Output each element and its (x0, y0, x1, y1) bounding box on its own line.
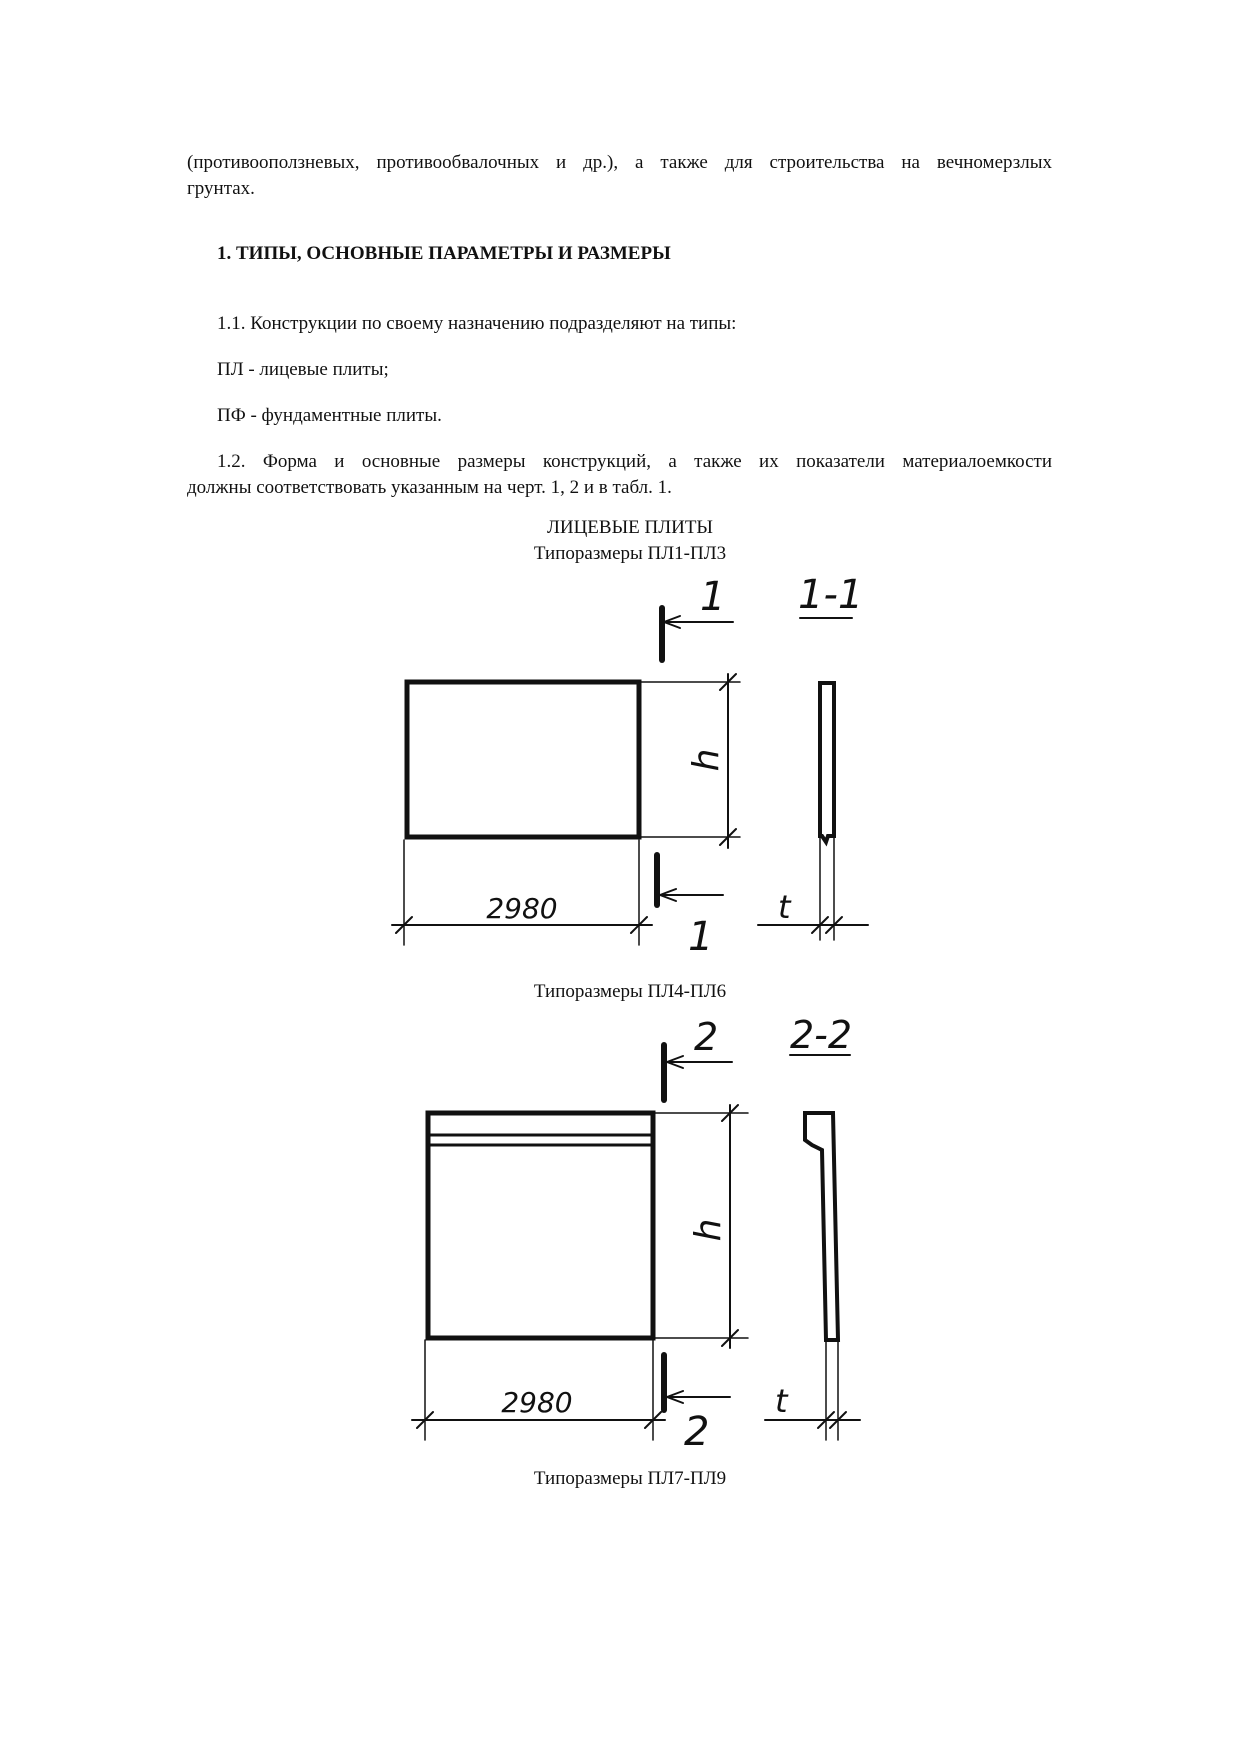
section-mark-top-label: 1 (700, 574, 726, 620)
section-label-1-1: 1-1 (798, 572, 864, 618)
intro-line-1: (противооползневых, противообвалочных и др.), а также для строительства на вечномерзлых (187, 152, 1052, 173)
caption-pl7-pl9: Типоразмеры ПЛ7-ПЛ9 (533, 1468, 727, 1489)
width-dim-label-2: 2980 (501, 1386, 573, 1419)
section-mark-bottom-label: 1 (688, 914, 714, 960)
intro-line-2: грунтах. (187, 178, 255, 199)
paragraph-1-2-line-2: должны соответствовать указанным на черт. 1, 2 и в табл. 1. (187, 477, 672, 498)
caption-pl4-pl6: Типоразмеры ПЛ4-ПЛ6 (533, 981, 727, 1002)
figure-title: ЛИЦЕВЫЕ ПЛИТЫ (546, 517, 714, 538)
section-label-2-2: 2-2 (790, 1013, 853, 1057)
type-pf-item: ПФ - фундаментные плиты. (217, 405, 442, 426)
section-profile-2-2 (805, 1113, 838, 1340)
height-dim-label-2: h (688, 1218, 729, 1242)
paragraph-1-2-line-1: 1.2. Форма и основные размеры конструкций, а также их показатели материалоемкости (217, 451, 1052, 472)
section-profile-1-1 (820, 683, 834, 842)
height-dim-label: h (686, 748, 727, 772)
section-heading: 1. ТИПЫ, ОСНОВНЫЕ ПАРАМЕТРЫ И РАЗМЕРЫ (217, 243, 671, 264)
section-mark-top-label-2: 2 (694, 1015, 719, 1059)
section-mark-bottom-label-2: 2 (684, 1409, 710, 1455)
width-dim-label: 2980 (486, 892, 558, 925)
paragraph-1-1: 1.1. Конструкции по своему назначению подразделяют на типы: (217, 313, 737, 334)
plate-outline (407, 682, 639, 837)
thickness-dim-label-2: t (775, 1382, 788, 1420)
caption-pl1-pl3: Типоразмеры ПЛ1-ПЛ3 (533, 543, 727, 564)
drawing-pl4-pl6 (412, 1045, 860, 1440)
type-pl-item: ПЛ - лицевые плиты; (217, 359, 389, 380)
drawing-pl1-pl3 (392, 608, 868, 945)
plate-outline-2 (428, 1113, 653, 1338)
thickness-dim-label: t (778, 888, 791, 926)
